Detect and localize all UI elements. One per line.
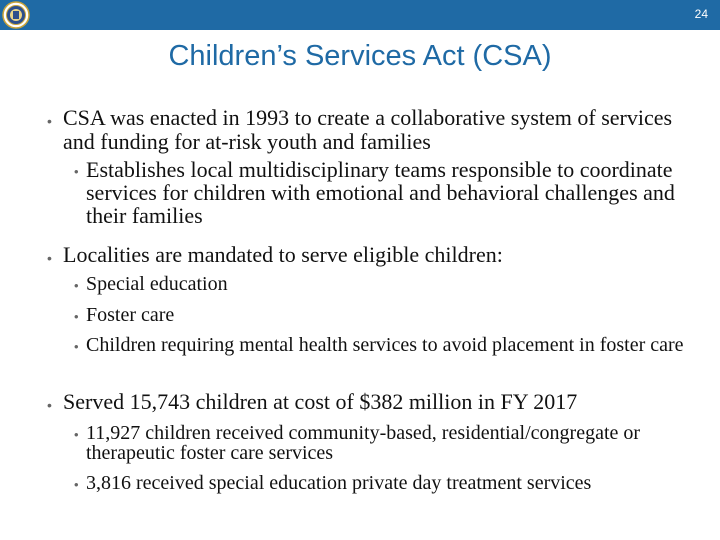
bullet-icon: • bbox=[47, 397, 52, 413]
bullet-icon: • bbox=[74, 477, 79, 492]
header-bar bbox=[0, 0, 720, 30]
bullet-csa-enacted bbox=[47, 106, 703, 154]
bullet-localities bbox=[47, 243, 703, 267]
slide-title: Children’s Services Act (CSA) bbox=[168, 40, 552, 72]
slide-number: 24 bbox=[694, 7, 708, 21]
bullet-text: Foster care bbox=[86, 304, 175, 326]
bullet-text: CSA was enacted in 1993 to create a collaborative system of services and funding for at-risk youth and families bbox=[63, 105, 673, 154]
bullet-icon: • bbox=[74, 339, 79, 354]
state-seal-icon bbox=[2, 1, 30, 29]
bullet-text: 11,927 children received community-based, residential/congregate or therapeutic foster care services bbox=[86, 422, 641, 464]
bullet-icon: • bbox=[47, 250, 52, 266]
sub-bullet-local-teams bbox=[74, 158, 686, 227]
bullet-text: Served 15,743 children at cost of $382 million in FY 2017 bbox=[63, 389, 578, 414]
sub-bullet-foster-care bbox=[74, 305, 686, 325]
bullet-text: Children requiring mental health services to avoid placement in foster care bbox=[86, 334, 684, 356]
bullet-text: 3,816 received special education private day treatment services bbox=[86, 472, 592, 494]
sub-bullet-private-day bbox=[74, 473, 686, 493]
bullet-icon: • bbox=[74, 278, 79, 293]
bullet-icon: • bbox=[74, 427, 79, 442]
bullet-served-children bbox=[47, 390, 703, 414]
bullet-text: Establishes local multidisciplinary teams responsible to coordinate services for children with emotional and behavioral challenges and their families bbox=[86, 157, 675, 228]
bullet-icon: • bbox=[74, 309, 79, 324]
sub-bullet-community-based bbox=[74, 423, 686, 463]
bullet-text: Special education bbox=[86, 273, 228, 295]
bullet-icon: • bbox=[74, 164, 79, 179]
bullet-icon: • bbox=[47, 113, 52, 129]
bullet-text: Localities are mandated to serve eligible children: bbox=[63, 242, 503, 267]
sub-bullet-special-education bbox=[74, 274, 686, 294]
sub-bullet-mental-health bbox=[74, 335, 686, 355]
